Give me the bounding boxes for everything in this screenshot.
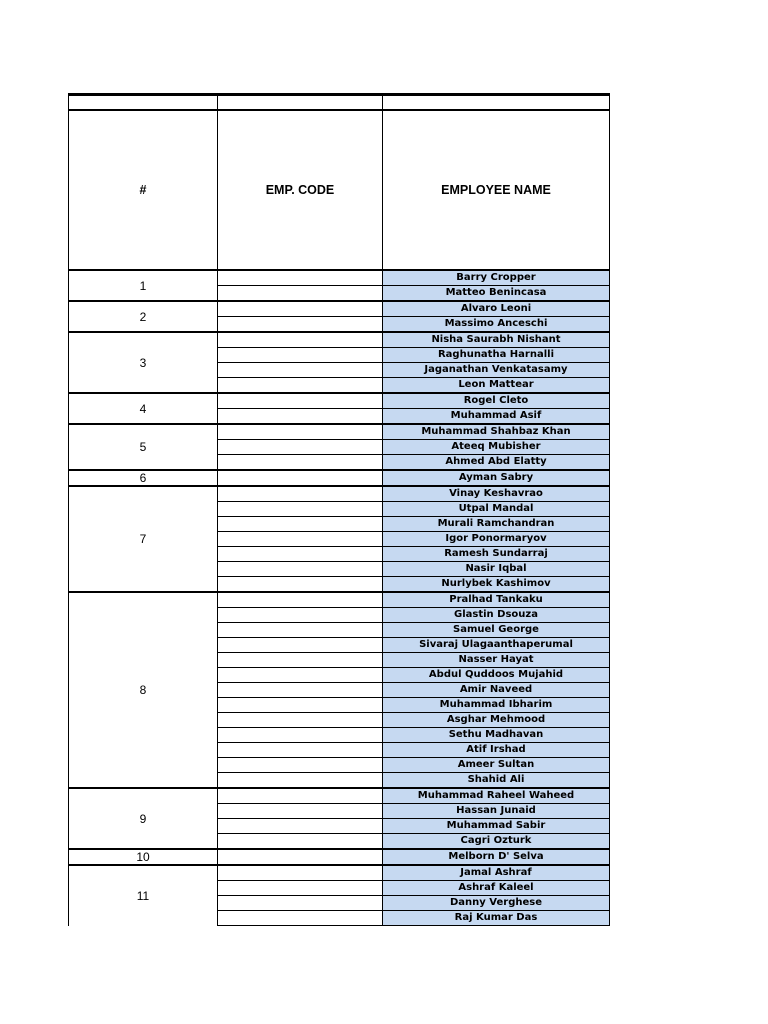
- employee-name-cell: Ahmed Abd Elatty: [383, 455, 610, 471]
- employee-name-cell: Abdul Quddoos Mujahid: [383, 668, 610, 683]
- employee-name-cell: Nisha Saurabh Nishant: [383, 332, 610, 348]
- emp-code-cell[interactable]: [218, 881, 383, 896]
- table-row: [69, 788, 610, 804]
- emp-code-cell[interactable]: [218, 470, 383, 486]
- emp-code-cell[interactable]: [218, 698, 383, 713]
- emp-code-cell[interactable]: [218, 834, 383, 850]
- blank-top-row: [69, 95, 610, 111]
- emp-code-cell[interactable]: [218, 713, 383, 728]
- emp-code-cell[interactable]: [218, 668, 383, 683]
- employee-name-cell: Matteo Benincasa: [383, 286, 610, 302]
- employee-name-cell: Ramesh Sundarraj: [383, 547, 610, 562]
- employee-name-cell: Raj Kumar Das: [383, 911, 610, 926]
- emp-code-cell[interactable]: [218, 455, 383, 471]
- emp-code-cell[interactable]: [218, 440, 383, 455]
- group-number-cell: 5: [69, 424, 218, 470]
- emp-code-cell[interactable]: [218, 758, 383, 773]
- employee-name-cell: Melborn D' Selva: [383, 849, 610, 865]
- employee-name-cell: Muhammad Sabir: [383, 819, 610, 834]
- emp-code-cell[interactable]: [218, 911, 383, 926]
- employee-name-cell: Glastin Dsouza: [383, 608, 610, 623]
- employee-name-cell: Nurlybek Kashimov: [383, 577, 610, 593]
- employee-name-cell: Ateeq Mubisher: [383, 440, 610, 455]
- emp-code-cell[interactable]: [218, 592, 383, 608]
- group-number-cell: 3: [69, 332, 218, 393]
- employee-name-cell: Utpal Mandal: [383, 502, 610, 517]
- blank-cell: [69, 95, 218, 111]
- emp-code-cell[interactable]: [218, 348, 383, 363]
- employee-name-cell: Murali Ramchandran: [383, 517, 610, 532]
- group-number-cell: 2: [69, 301, 218, 332]
- employee-name-cell: Jaganathan Venkatasamy: [383, 363, 610, 378]
- table-row: [69, 486, 610, 502]
- emp-code-cell[interactable]: [218, 547, 383, 562]
- employee-name-cell: Sivaraj Ulagaanthaperumal: [383, 638, 610, 653]
- employee-name-cell: Amir Naveed: [383, 683, 610, 698]
- group-number-cell: 6: [69, 470, 218, 486]
- employee-name-cell: Muhammad Raheel Waheed: [383, 788, 610, 804]
- emp-code-cell[interactable]: [218, 378, 383, 394]
- employee-name-cell: Alvaro Leoni: [383, 301, 610, 317]
- emp-code-cell[interactable]: [218, 363, 383, 378]
- header-row: [69, 110, 610, 270]
- emp-code-cell[interactable]: [218, 424, 383, 440]
- blank-cell: [383, 95, 610, 111]
- group-number-cell: 1: [69, 270, 218, 301]
- emp-code-cell[interactable]: [218, 773, 383, 789]
- group-number-cell: 9: [69, 788, 218, 849]
- employee-name-cell: Massimo Anceschi: [383, 317, 610, 333]
- emp-code-column-header: EMP. CODE: [218, 110, 383, 270]
- employee-name-cell: Nasser Hayat: [383, 653, 610, 668]
- table-row: [69, 332, 610, 348]
- employee-name-cell: Igor Ponormaryov: [383, 532, 610, 547]
- group-number-cell: 10: [69, 849, 218, 865]
- emp-code-cell[interactable]: [218, 301, 383, 317]
- emp-code-cell[interactable]: [218, 286, 383, 302]
- emp-code-cell[interactable]: [218, 623, 383, 638]
- employee-name-cell: Muhammad Asif: [383, 409, 610, 425]
- table-row: [69, 424, 610, 440]
- emp-code-cell[interactable]: [218, 532, 383, 547]
- emp-code-cell[interactable]: [218, 849, 383, 865]
- employee-name-cell: Asghar Mehmood: [383, 713, 610, 728]
- emp-code-cell[interactable]: [218, 788, 383, 804]
- table-body: [69, 270, 610, 926]
- emp-code-cell[interactable]: [218, 683, 383, 698]
- employee-name-cell: Raghunatha Harnalli: [383, 348, 610, 363]
- employee-name-cell: Ashraf Kaleel: [383, 881, 610, 896]
- emp-code-cell[interactable]: [218, 653, 383, 668]
- table-row: [69, 849, 610, 865]
- emp-code-cell[interactable]: [218, 896, 383, 911]
- emp-code-cell[interactable]: [218, 562, 383, 577]
- employee-name-cell: Cagri Ozturk: [383, 834, 610, 850]
- emp-code-cell[interactable]: [218, 638, 383, 653]
- emp-code-cell[interactable]: [218, 728, 383, 743]
- group-number-cell: 4: [69, 393, 218, 424]
- emp-code-cell[interactable]: [218, 804, 383, 819]
- emp-code-cell[interactable]: [218, 332, 383, 348]
- employee-name-cell: Ayman Sabry: [383, 470, 610, 486]
- employee-name-cell: Shahid Ali: [383, 773, 610, 789]
- employee-name-cell: Rogel Cleto: [383, 393, 610, 409]
- employee-name-cell: Hassan Junaid: [383, 804, 610, 819]
- employee-name-column-header: EMPLOYEE NAME: [383, 110, 610, 270]
- employee-name-cell: Sethu Madhavan: [383, 728, 610, 743]
- employee-name-cell: Danny Verghese: [383, 896, 610, 911]
- emp-code-cell[interactable]: [218, 819, 383, 834]
- employee-table: [68, 93, 610, 926]
- employee-name-cell: Barry Cropper: [383, 270, 610, 286]
- employee-name-cell: Vinay Keshavrao: [383, 486, 610, 502]
- table-row: [69, 865, 610, 881]
- blank-cell: [218, 95, 383, 111]
- emp-code-cell[interactable]: [218, 393, 383, 409]
- group-number-cell: 8: [69, 592, 218, 788]
- emp-code-cell[interactable]: [218, 502, 383, 517]
- employee-name-cell: Muhammad Ibharim: [383, 698, 610, 713]
- emp-code-cell[interactable]: [218, 486, 383, 502]
- employee-name-cell: Atif Irshad: [383, 743, 610, 758]
- table-row: [69, 301, 610, 317]
- emp-code-cell[interactable]: [218, 608, 383, 623]
- emp-code-cell[interactable]: [218, 317, 383, 333]
- table-row: [69, 470, 610, 486]
- emp-code-cell[interactable]: [218, 409, 383, 425]
- emp-code-cell[interactable]: [218, 865, 383, 881]
- employee-name-cell: Muhammad Shahbaz Khan: [383, 424, 610, 440]
- employee-name-cell: Pralhad Tankaku: [383, 592, 610, 608]
- employee-name-cell: Leon Mattear: [383, 378, 610, 394]
- group-number-cell: 11: [69, 865, 218, 926]
- employee-name-cell: Nasir Iqbal: [383, 562, 610, 577]
- table-row: [69, 270, 610, 286]
- employee-name-cell: Jamal Ashraf: [383, 865, 610, 881]
- employee-name-cell: Ameer Sultan: [383, 758, 610, 773]
- group-number-cell: 7: [69, 486, 218, 592]
- emp-code-cell[interactable]: [218, 743, 383, 758]
- number-column-header: #: [69, 110, 218, 270]
- emp-code-cell[interactable]: [218, 517, 383, 532]
- emp-code-cell[interactable]: [218, 577, 383, 593]
- table-row: [69, 592, 610, 608]
- emp-code-cell[interactable]: [218, 270, 383, 286]
- employee-name-cell: Samuel George: [383, 623, 610, 638]
- table-row: [69, 393, 610, 409]
